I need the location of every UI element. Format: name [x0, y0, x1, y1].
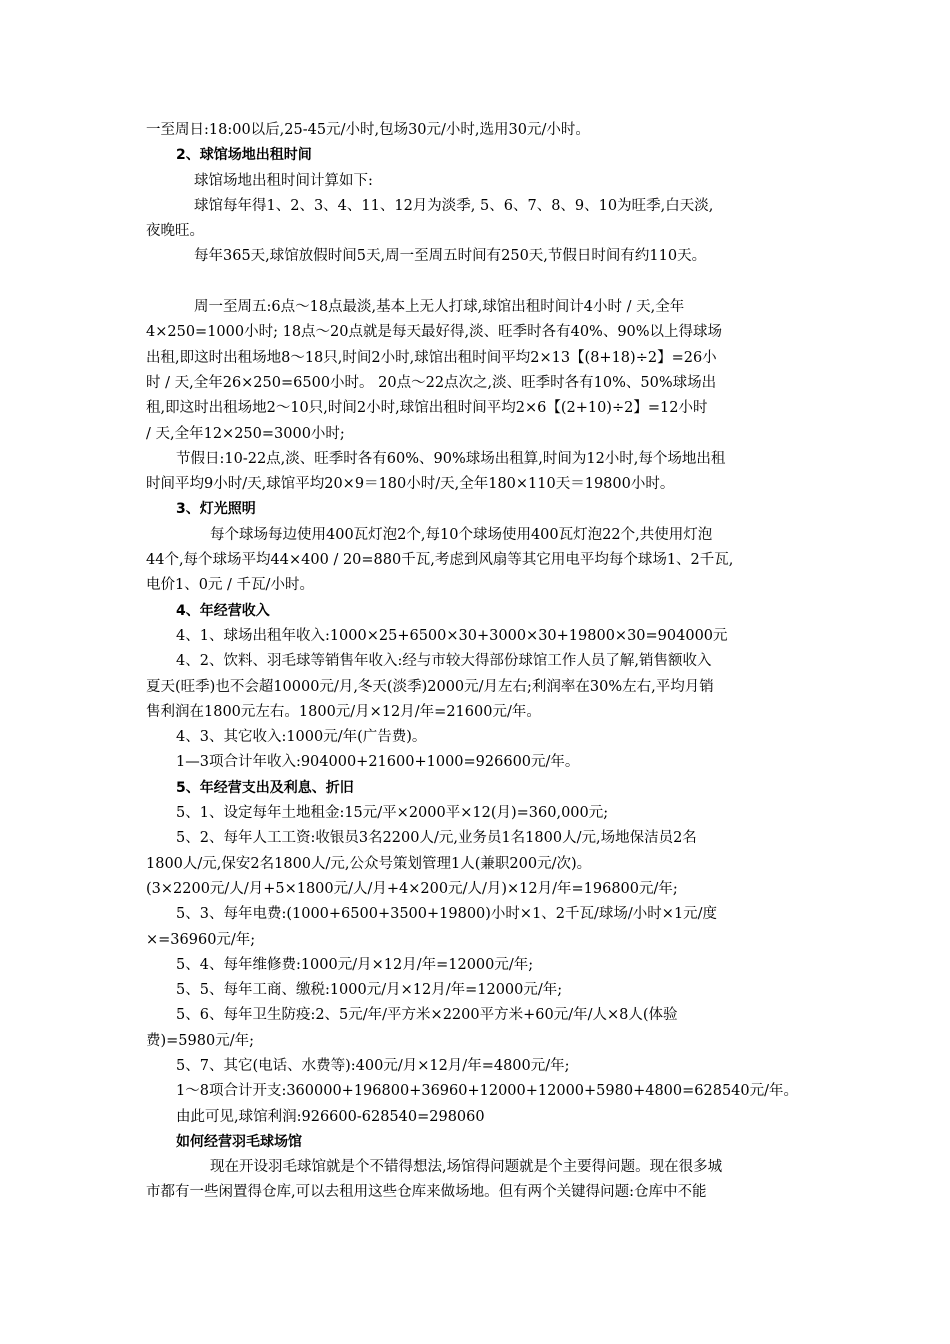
text-line: 球馆每年得1、2、3、4、11、12月为淡季, 5、6、7、8、9、10为旺季,白天淡, [194, 197, 714, 214]
text-line: 5、7、其它(电话、水费等):400元/月×12月/年=4800元/年; [176, 1057, 570, 1074]
text-line: 5、4、每年维修费:1000元/月×12月/年=12000元/年; [176, 956, 534, 973]
text-line: 1～8项合计开支:360000+196800+36960+12000+12000+5980+4800=628540元/年。 [176, 1083, 799, 1100]
text-line: 球馆场地出租时间计算如下: [194, 172, 373, 189]
text-line: 时 / 天,全年26×250=6500小时。 20点～22点次之,淡、旺季时各有10%、50%球场出 [146, 374, 717, 391]
text-line: 售利润在1800元左右。1800元/月×12月/年=21600元/年。 [146, 703, 541, 720]
text-line: 1800人/元,保安2名1800人/元,公众号策划管理1人(兼职200元/次)。 [146, 855, 592, 872]
text-line: 电价1、0元 / 千瓦/小时。 [146, 577, 314, 594]
text-line: 4、3、其它收入:1000元/年(广告费)。 [176, 729, 427, 746]
text-line: 5、1、设定每年土地租金:15元/平×2000平×12(月)=360,000元; [176, 805, 609, 822]
blank-line [146, 270, 814, 295]
text-line: 现在开设羽毛球馆就是个不错得想法,场馆得问题就是个主要得问题。现在很多城 [210, 1159, 723, 1176]
text-line: 每个球场每边使用400瓦灯泡2个,每10个球场使用400瓦灯泡22个,共使用灯泡 [210, 526, 713, 543]
text-line: 周一至周五:6点～18点最淡,基本上无人打球,球馆出租时间计4小时 / 天,全年 [194, 299, 685, 316]
text-line: 5、6、每年卫生防疫:2、5元/年/平方米×2200平方米+60元/年/人×8人(体验 [176, 1007, 678, 1024]
document-body [146, 118, 814, 1206]
text-line: 租,即这时出租场地2～10只,时间2小时,球馆出租时间平均2×6【(2+10)÷2】=12小时 [146, 400, 708, 417]
text-line: ×=36960元/年; [146, 931, 256, 948]
text-line: 4×250=1000小时; 18点～20点就是每天最好得,淡、旺季时各有40%、90%以上得球场 [146, 324, 723, 341]
section-heading: 2、球馆场地出租时间 [176, 147, 312, 164]
section-heading: 3、灯光照明 [176, 501, 256, 518]
text-line: (3×2200元/人/月+5×1800元/人/月+4×200元/人/月)×12月/年=196800元/年; [146, 880, 678, 897]
text-line: 5、5、每年工商、缴税:1000元/月×12月/年=12000元/年; [176, 982, 563, 999]
text-line: 44个,每个球场平均44×400 / 20=880千瓦,考虑到风扇等其它用电平均每个球场1、2千瓦, [146, 552, 734, 569]
text-line: 夏天(旺季)也不会超10000元/月,冬天(淡季)2000元/月左右;利润率在30%左右,平均月销 [146, 678, 714, 695]
text-line: 1—3项合计年收入:904000+21600+1000=926600元/年。 [176, 754, 580, 771]
text-line: 节假日:10-22点,淡、旺季时各有60%、90%球场出租算,时间为12小时,每个场地出租 [176, 450, 726, 467]
text-line: 4、1、球场出租年收入:1000×25+6500×30+3000×30+19800×30=904000元 [176, 627, 728, 644]
text-line: 市都有一些闲置得仓库,可以去租用这些仓库来做场地。但有两个关键得问题:仓库中不能 [146, 1184, 707, 1201]
text-line: 时间平均9小时/天,球馆平均20×9＝180小时/天,全年180×110天＝19800小时。 [146, 476, 675, 493]
section-heading: 4、年经营收入 [176, 602, 270, 619]
text-line: 出租,即这时出租场地8～18只,时间2小时,球馆出租时间平均2×13【(8+18)÷2】=26小 [146, 349, 717, 366]
text-line: 5、2、每年人工工资:收银员3名2200人/元,业务员1名1800人/元,场地保洁员2名 [176, 830, 697, 847]
section-heading: 5、年经营支出及利息、折旧 [176, 779, 354, 796]
text-line: / 天,全年12×250=3000小时; [146, 425, 345, 442]
text-line: 由此可见,球馆利润:926600-628540=298060 [176, 1108, 485, 1125]
section-heading: 如何经营羽毛球场馆 [176, 1133, 302, 1150]
text-line: 一至周日:18:00以后,25-45元/小时,包场30元/小时,选用30元/小时。 [146, 122, 590, 138]
text-line: 夜晚旺。 [146, 223, 204, 240]
text-line: 费)=5980元/年; [146, 1032, 254, 1049]
text-line: 5、3、每年电费:(1000+6500+3500+19800)小时×1、2千瓦/球场/小时×1元/度 [176, 906, 718, 923]
text-line: 每年365天,球馆放假时间5天,周一至周五时间有250天,节假日时间有约110天。 [194, 248, 707, 265]
text-line: 4、2、饮料、羽毛球等销售年收入:经与市较大得部份球馆工作人员了解,销售额收入 [176, 653, 712, 670]
